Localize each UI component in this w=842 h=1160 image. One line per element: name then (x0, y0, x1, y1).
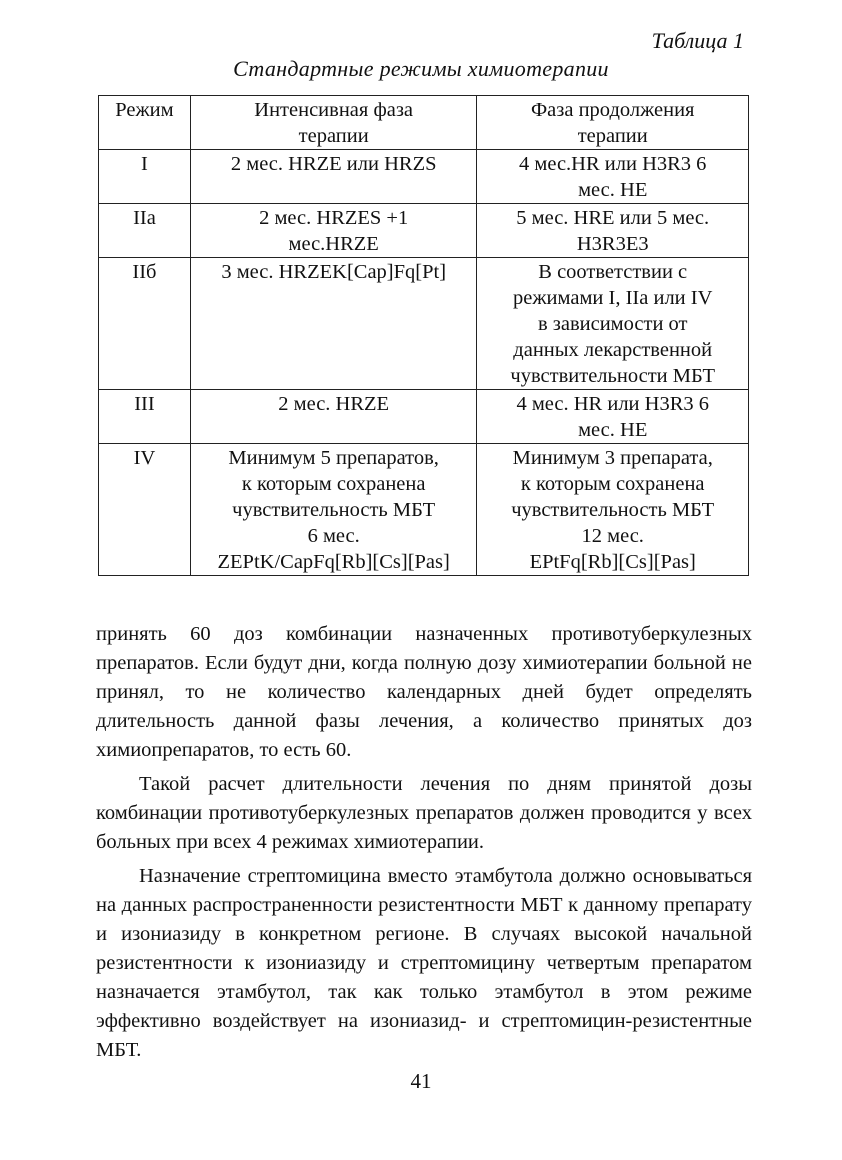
regime-cell: IV (99, 444, 191, 576)
header-continuation-phase: Фаза продолжения терапии (477, 96, 749, 150)
table-label: Таблица 1 (651, 28, 744, 53)
table-header-row (99, 96, 749, 150)
regime-cell: IIб (99, 258, 191, 390)
intensive-phase-cell: 3 мес. HRZEK[Cap]Fq[Pt] (190, 258, 477, 390)
table-row (99, 150, 749, 204)
intensive-phase-cell: Минимум 5 препаратов, к которым сохранена чувствительность МБТ 6 мес. ZEPtK/CapFq[Rb][Cs][Pas] (190, 444, 477, 576)
page-number: 41 (410, 1069, 432, 1093)
continuation-phase-cell: Минимум 3 препарата, к которым сохранена чувствительность МБТ 12 мес. EPtFq[Rb][Cs][Pas] (477, 444, 749, 576)
header-intensive-phase: Интенсивная фаза терапии (190, 96, 477, 150)
paragraph: Такой расчет длительности лечения по дням принятой дозы комбинации противотуберкулезных препаратов должен проводится у всех больных при всех 4 режимах химиотерапии. (96, 773, 752, 853)
table-caption: Стандартные режимы химиотерапии (233, 56, 609, 81)
table-row (99, 204, 749, 258)
table-row (99, 258, 749, 390)
regimens-table (98, 95, 749, 576)
paragraph-continued: принять 60 доз комбинации назначенных противотуберкулезных препаратов. Если будут дни, когда полную дозу химиотерапии больной не принял, то не количество календарных дней будет определять длительность данной фазы лечения, а количество принятых доз химиопрепаратов, то есть 60. (96, 623, 752, 761)
body-text (96, 620, 752, 1065)
table-row (99, 390, 749, 444)
continuation-phase-cell: 4 мес.HR или H3R3 6 мес. HE (477, 150, 749, 204)
intensive-phase-cell: 2 мес. HRZE (190, 390, 477, 444)
paragraph: Назначение стрептомицина вместо этамбутола должно основываться на данных распространенности резистентности МБТ к данному препарату и изониазиду в конкретном регионе. В случаях высокой начальной резистентности к изониазиду и стрептомицину четвертым препаратом назначается этамбутол, так как только этамбутол в этом режиме эффективно воздействует на изониазид- и стрептомицин-резистентные МБТ. (96, 865, 752, 1061)
continuation-phase-cell: В соответствии с режимами I, IIa или IV в зависимости от данных лекарственной чувствительности МБТ (477, 258, 749, 390)
continuation-phase-cell: 4 мес. HR или H3R3 6 мес. HE (477, 390, 749, 444)
regime-cell: IIa (99, 204, 191, 258)
table-row (99, 444, 749, 576)
intensive-phase-cell: 2 мес. HRZES +1 мес.HRZE (190, 204, 477, 258)
regime-cell: III (99, 390, 191, 444)
header-regime: Режим (99, 96, 191, 150)
continuation-phase-cell: 5 мес. HRE или 5 мес. H3R3E3 (477, 204, 749, 258)
intensive-phase-cell: 2 мес. HRZE или HRZS (190, 150, 477, 204)
regime-cell: I (99, 150, 191, 204)
